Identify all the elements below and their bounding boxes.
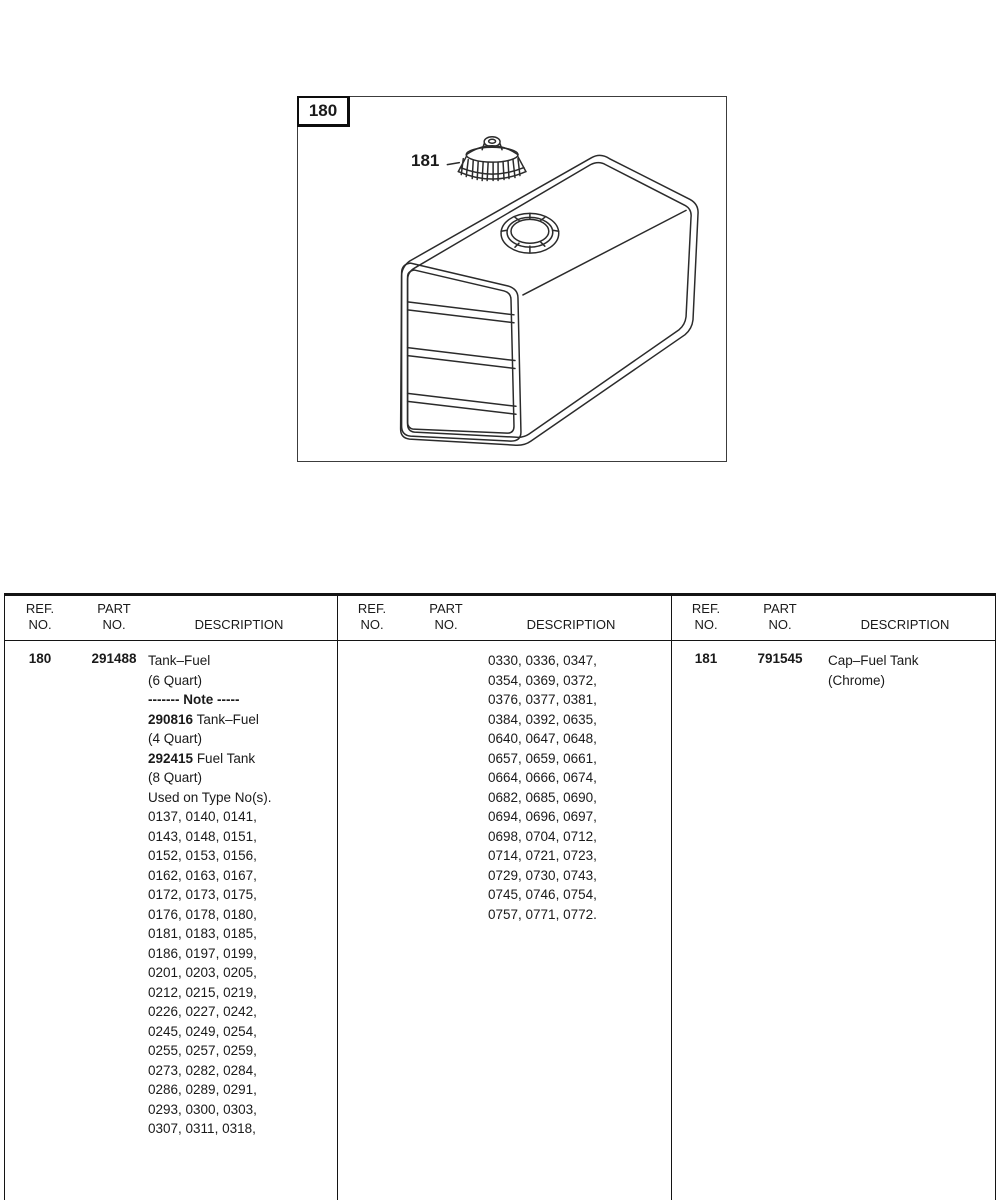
description-line: ------- Note -----: [148, 692, 240, 707]
description-line: 0354, 0369, 0372,: [488, 672, 597, 688]
header-ref-line1: REF.: [357, 601, 387, 616]
header-ref-no: [342, 601, 402, 633]
description-line: (4 Quart): [148, 731, 203, 746]
description-line: (6 Quart): [148, 672, 203, 688]
header-ref-line1: REF.: [25, 601, 55, 616]
header-part-line2: NO.: [768, 617, 792, 632]
description-line: 0162, 0163, 0167,: [148, 867, 257, 883]
description-line: 292415 Fuel Tank: [148, 750, 256, 766]
header-description: DESCRIPTION: [860, 617, 950, 632]
description-list: [828, 651, 989, 690]
description-line: 0384, 0392, 0635,: [488, 711, 597, 727]
description-line: 0172, 0173, 0175,: [148, 887, 257, 902]
header-part-no: [84, 601, 144, 633]
diagram-ref-badge: 180: [297, 96, 350, 127]
description-line: 0186, 0197, 0199,: [148, 945, 257, 961]
description-line: 0745, 0746, 0754,: [488, 887, 597, 902]
description-line: Tank–Fuel: [148, 653, 211, 668]
description-line: (8 Quart): [148, 770, 203, 785]
ref-number: 180: [28, 651, 52, 666]
description-line: 0694, 0696, 0697,: [488, 809, 597, 824]
part-number: 791545: [757, 651, 803, 666]
description-line: 0273, 0282, 0284,: [148, 1062, 257, 1078]
table-column-1: [5, 596, 337, 1200]
fuel-tank-illustration: [298, 97, 726, 461]
description-line: (Chrome): [828, 672, 886, 688]
description-line: 0330, 0336, 0347,: [488, 653, 597, 668]
description-line: 0152, 0153, 0156,: [148, 848, 257, 863]
description-line: 0640, 0647, 0648,: [488, 731, 597, 746]
description-line: 290816 Tank–Fuel: [148, 711, 259, 727]
header-part-line1: PART: [763, 601, 797, 616]
header-ref-no: [676, 601, 736, 633]
ref-number: 181: [694, 651, 718, 666]
description-line: 0698, 0704, 0712,: [488, 828, 597, 844]
description-line: 0181, 0183, 0185,: [148, 926, 257, 941]
description-line: 0201, 0203, 0205,: [148, 965, 257, 980]
header-part-no: [750, 601, 810, 633]
description-line: 0212, 0215, 0219,: [148, 984, 257, 1000]
header-part-line2: NO.: [102, 617, 126, 632]
description-line: 0143, 0148, 0151,: [148, 828, 257, 844]
description-line: 0137, 0140, 0141,: [148, 809, 257, 824]
table-column-2: [337, 596, 671, 1200]
header-part-line2: NO.: [434, 617, 458, 632]
header-ref-line2: NO.: [360, 617, 384, 632]
header-ref-line1: REF.: [691, 601, 721, 616]
table-column-3: [671, 596, 997, 1200]
header-ref-line2: NO.: [694, 617, 718, 632]
description-line: 0729, 0730, 0743,: [488, 867, 597, 883]
fuel-cap-drawing: [447, 137, 526, 181]
part-number: 291488: [91, 651, 137, 666]
description-line: 0255, 0257, 0259,: [148, 1043, 257, 1058]
description-line: 0245, 0249, 0254,: [148, 1023, 257, 1039]
description-list: [148, 651, 329, 1139]
description-line: 0293, 0300, 0303,: [148, 1101, 257, 1117]
header-part-line1: PART: [429, 601, 463, 616]
header-part-no: [416, 601, 476, 633]
header-part-line1: PART: [97, 601, 131, 616]
description-line: 0286, 0289, 0291,: [148, 1082, 257, 1097]
parts-table: [4, 593, 996, 1200]
description-line: 0226, 0227, 0242,: [148, 1004, 257, 1019]
description-list: [488, 651, 663, 924]
description-line: 0664, 0666, 0674,: [488, 770, 597, 785]
description-line: Used on Type No(s).: [148, 789, 272, 805]
description-line: 0376, 0377, 0381,: [488, 692, 597, 707]
description-line: 0657, 0659, 0661,: [488, 750, 597, 766]
header-ref-line2: NO.: [28, 617, 52, 632]
header-description: DESCRIPTION: [194, 617, 284, 632]
description-line: Cap–Fuel Tank: [828, 653, 919, 668]
description-line: 0176, 0178, 0180,: [148, 906, 257, 922]
header-description: DESCRIPTION: [526, 617, 616, 632]
fuel-tank-body-drawing: [401, 155, 698, 445]
diagram-frame: [297, 96, 727, 462]
description-line: 0307, 0311, 0318,: [148, 1121, 256, 1136]
header-ref-no: [10, 601, 70, 633]
description-line: 0757, 0771, 0772.: [488, 906, 597, 922]
description-line: 0714, 0721, 0723,: [488, 848, 597, 863]
description-line: 0682, 0685, 0690,: [488, 789, 597, 805]
cap-callout-label: 181: [411, 151, 440, 170]
